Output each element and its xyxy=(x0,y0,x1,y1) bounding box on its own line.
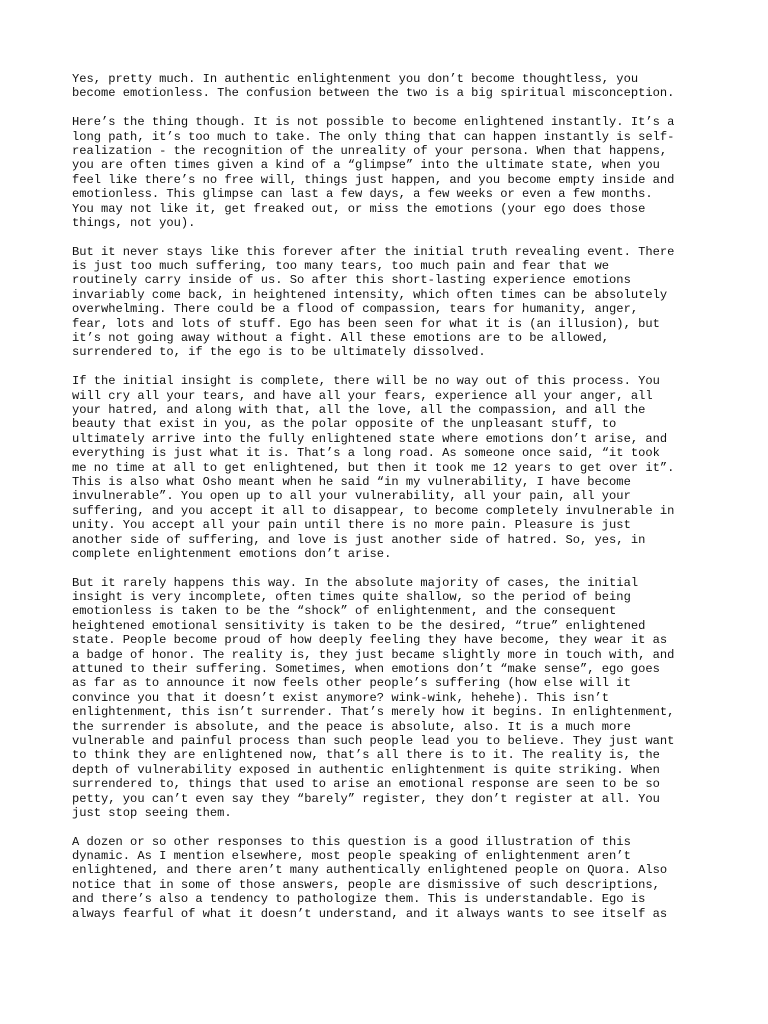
text-line: emotionless is taken to be the “shock” of enlightenment, and the consequent xyxy=(72,604,617,619)
text-line: suffering, and you accept it all to disappear, to become completely invulnerable in xyxy=(72,503,675,518)
text-line: ultimately arrive into the fully enlightened state where emotions don’t arise, and xyxy=(72,431,668,446)
text-line: will cry all your tears, and have all your fears, experience all your anger, all xyxy=(72,388,653,403)
text-line: state. People become proud of how deeply feeling they have become, they wear it as xyxy=(72,633,668,648)
paragraph-5 xyxy=(72,576,712,821)
text-line: notice that in some of those answers, people are dismissive of such descriptions, xyxy=(72,877,660,892)
text-line: emotionless. This glimpse can last a few days, a few weeks or even a few months. xyxy=(72,187,653,202)
text-line: A dozen or so other responses to this question is a good illustration of this xyxy=(72,834,631,849)
text-line: enlightenment, this isn’t surrender. That’s merely how it begins. In enlightenment, xyxy=(72,705,675,720)
text-line: me no time at all to get enlightened, but then it took me 12 years to get over it”. xyxy=(72,460,675,475)
text-line: If the initial insight is complete, there will be no way out of this process. You xyxy=(72,374,660,389)
text-line: But it never stays like this forever after the initial truth revealing event. There xyxy=(72,244,675,259)
text-line: a badge of honor. The reality is, they just became slightly more in touch with, and xyxy=(72,647,675,662)
text-line: Here’s the thing though. It is not possible to become enlightened instantly. It’s a xyxy=(72,115,675,130)
text-line: you are often times given a kind of a “glimpse” into the ultimate state, when you xyxy=(72,158,660,173)
text-line: enlightened, and there aren’t many authentically enlightened people on Quora. Also xyxy=(72,863,668,878)
text-line: surrendered to, if the ego is to be ultimately dissolved. xyxy=(72,345,486,360)
text-line: complete enlightenment emotions don’t arise. xyxy=(72,546,392,561)
text-line: everything is just what it is. That’s a long road. As someone once said, “it took xyxy=(72,446,660,461)
text-line: fear, lots and lots of stuff. Ego has been seen for what it is (an illusion), but xyxy=(72,316,660,331)
text-line: attuned to their suffering. Sometimes, when emotions don’t “make sense”, ego goes xyxy=(72,662,660,677)
text-line: depth of vulnerability exposed in authentic enlightenment is quite striking. When xyxy=(72,762,660,777)
text-line: just stop seeing them. xyxy=(72,805,232,820)
paragraph-1 xyxy=(72,72,712,101)
text-line: feel like there’s no free will, things just happen, and you become empty inside and xyxy=(72,172,675,187)
text-line: Yes, pretty much. In authentic enlightenment you don’t become thoughtless, you xyxy=(72,72,639,86)
text-line: convince you that it doesn’t exist anymore? wink-wink, hehehe). This isn’t xyxy=(72,690,610,705)
text-line: as far as to announce it now feels other people’s suffering (how else will it xyxy=(72,676,631,691)
text-line: it’s not going away without a fight. All these emotions are to be allowed, xyxy=(72,331,610,346)
text-line: another side of suffering, and love is just another side of hatred. So, yes, in xyxy=(72,532,646,547)
text-line: beauty that exist in you, as the polar opposite of the unpleasant stuff, to xyxy=(72,417,617,432)
text-line: This is also what Osho meant when he said “in my vulnerability, I have become xyxy=(72,474,631,489)
text-line: long path, it’s too much to take. The only thing that can happen instantly is self- xyxy=(72,129,675,144)
text-line: But it rarely happens this way. In the absolute majority of cases, the initial xyxy=(72,575,639,590)
text-line: dynamic. As I mention elsewhere, most people speaking of enlightenment aren’t xyxy=(72,849,631,864)
text-line: always fearful of what it doesn’t understand, and it always wants to see itself as xyxy=(72,906,668,921)
text-line: your hatred, and along with that, all the love, all the compassion, and all the xyxy=(72,402,646,417)
text-line: the surrender is absolute, and the peace is absolute, also. It is a much more xyxy=(72,719,631,734)
document-page xyxy=(72,72,712,935)
paragraph-2 xyxy=(72,115,712,230)
text-line: insight is very incomplete, often times quite shallow, so the period of being xyxy=(72,590,631,605)
text-line: is just too much suffering, too many tears, too much pain and fear that we xyxy=(72,259,610,274)
text-line: things, not you). xyxy=(72,215,196,230)
text-line: routinely carry inside of us. So after this short-lasting experience emotions xyxy=(72,273,631,288)
paragraph-3 xyxy=(72,245,712,360)
text-line: heightened emotional sensitivity is taken to be the desired, “true” enlightened xyxy=(72,618,646,633)
text-line: to think they are enlightened now, that’s all there is to it. The reality is, the xyxy=(72,748,660,763)
text-line: and there’s also a tendency to pathologize them. This is understandable. Ego is xyxy=(72,892,646,907)
text-line: become emotionless. The confusion between the two is a big spiritual misconception. xyxy=(72,86,675,101)
paragraph-6 xyxy=(72,835,712,921)
paragraph-4 xyxy=(72,374,712,561)
text-line: realization - the recognition of the unreality of your persona. When that happens, xyxy=(72,143,668,158)
text-line: unity. You accept all your pain until there is no more pain. Pleasure is just xyxy=(72,518,631,533)
text-line: vulnerable and painful process than such people lead you to believe. They just want xyxy=(72,733,675,748)
text-line: surrendered to, things that used to arise an emotional response are seen to be so xyxy=(72,777,660,792)
text-line: invariably come back, in heightened intensity, which often times can be absolutely xyxy=(72,287,668,302)
text-line: invulnerable”. You open up to all your vulnerability, all your pain, all your xyxy=(72,489,631,504)
text-line: overwhelming. There could be a flood of compassion, tears for humanity, anger, xyxy=(72,302,639,317)
text-line: petty, you can’t even say they “barely” register, they don’t register at all. You xyxy=(72,791,660,806)
text-line: You may not like it, get freaked out, or miss the emotions (your ego does those xyxy=(72,201,646,216)
